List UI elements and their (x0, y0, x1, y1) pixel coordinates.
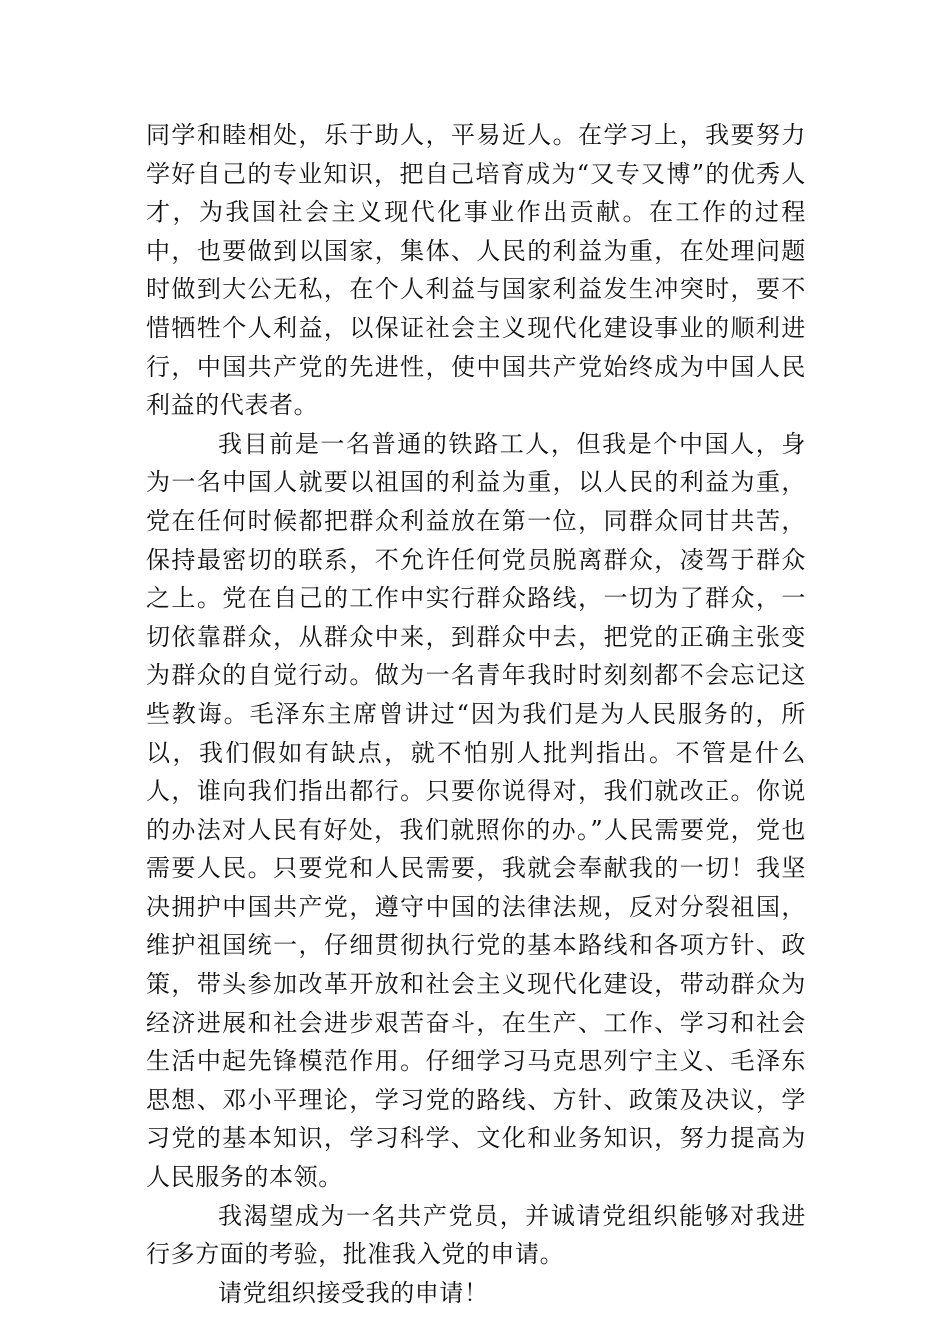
paragraph-closing-request: 请党组织接受我的申请！ (218, 1278, 489, 1307)
paragraph-continuation: 同学和睦相处，乐于助人，平易近人。在学习上，我要努力学好自己的专业知识，把自己培育成为“又专又博”的优秀人才，为我国社会主义现代化事业作出贡献。在工作的过程中，也要做到以国家，集体、人民的利益为重，在处理问题时做到大公无私，在个人利益与国家利益发生冲突时，要不惜牺牲个人利益，以保证社会主义现代化建设事业的顺利进行，中国共产党的先进性，使中国共产党始终成为中国人民利益的代表者。 (146, 121, 806, 420)
paragraph-railway-worker: 我目前是一名普通的铁路工人，但我是个中国人，身为一名中国人就要以祖国的利益为重，以人民的利益为重，党在任何时候都把群众利益放在第一位，同群众同甘共苦，保持最密切的联系，不允许任何党员脱离群众，凌驾于群众之上。党在自己的工作中实行群众路线，一切为了群众，一切依靠群众，从群众中来，到群众中去，把党的正确主张变为群众的自觉行动。做为一名青年我时时刻刻都不会忘记这些教诲。毛泽东主席曾讲过“因为我们是为人民服务的，所以，我们假如有缺点，就不怕别人批判指出。不管是什么人，谁向我们指出都行。只要你说得对，我们就改正。你说的办法对人民有好处，我们就照你的办。”人民需要党，党也需要人民。只要党和人民需要，我就会奉献我的一切！我坚决拥护中国共产党，遵守中国的法律法规，反对分裂祖国，维护祖国统一，仔细贯彻执行党的基本路线和各项方针、政策，带头参加改革开放和社会主义现代化建设，带动群众为经济进展和社会进步艰苦奋斗，在生产、工作、学习和社会生活中起先锋模范作用。仔细学习马克思列宁主义、毛泽东思想、邓小平理论，学习党的路线、方针、政策及决议，学习党的基本知识，学习科学、文化和业务知识，努力提高为人民服务的本领。 (146, 429, 806, 1192)
document-body (146, 116, 806, 1312)
paragraph-aspiration: 我渴望成为一名共产党员，并诚请党组织能够对我进行多方面的考验，批准我入党的申请。 (146, 1201, 806, 1269)
